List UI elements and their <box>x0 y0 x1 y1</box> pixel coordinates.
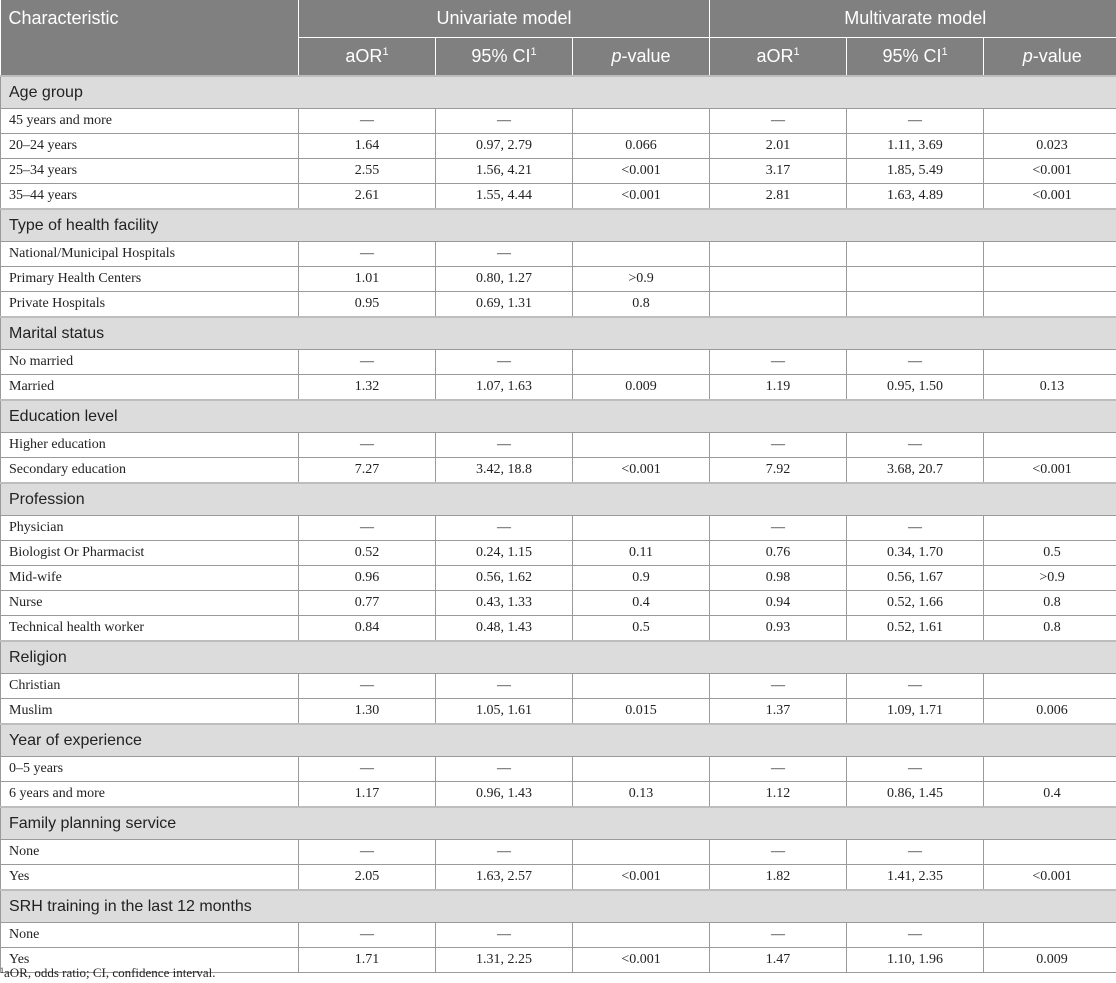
cell-m-aor <box>710 242 847 267</box>
cell-u-ci: 0.43, 1.33 <box>436 591 573 616</box>
cell-m-aor: — <box>710 840 847 865</box>
cell-m-p: 0.023 <box>984 134 1116 159</box>
cell-m-aor: 7.92 <box>710 458 847 484</box>
cell-m-aor: 1.47 <box>710 948 847 973</box>
u-pvalue-header <box>573 38 710 77</box>
cell-m-p <box>984 292 1116 318</box>
cell-m-p: 0.8 <box>984 591 1116 616</box>
group-row <box>1 807 1116 840</box>
value-label: -value <box>1032 46 1082 66</box>
cell-u-aor: 7.27 <box>299 458 436 484</box>
cell-u-aor: 2.55 <box>299 159 436 184</box>
cell-u-p: >0.9 <box>573 267 710 292</box>
cell-m-ci: 1.41, 2.35 <box>847 865 984 891</box>
cell-u-ci: 0.80, 1.27 <box>436 267 573 292</box>
cell-m-ci: 1.63, 4.89 <box>847 184 984 210</box>
row-label: Nurse <box>1 591 299 616</box>
row-label: None <box>1 840 299 865</box>
group-row <box>1 209 1116 242</box>
row-label: Physician <box>1 516 299 541</box>
cell-u-ci: 1.55, 4.44 <box>436 184 573 210</box>
footnote-mark: 1 <box>530 46 537 58</box>
cell-m-aor: 0.94 <box>710 591 847 616</box>
cell-u-aor: — <box>299 109 436 134</box>
cell-m-ci: 1.09, 1.71 <box>847 699 984 725</box>
cell-m-aor: — <box>710 433 847 458</box>
table-row <box>1 134 1116 159</box>
cell-u-p: 0.4 <box>573 591 710 616</box>
row-label: Mid-wife <box>1 566 299 591</box>
cell-u-ci: — <box>436 923 573 948</box>
row-label: 25–34 years <box>1 159 299 184</box>
table-row <box>1 267 1116 292</box>
footnote-mark: 1 <box>0 966 4 975</box>
group-row <box>1 76 1116 109</box>
table-row <box>1 865 1116 891</box>
cell-m-ci: 0.34, 1.70 <box>847 541 984 566</box>
table-footnote <box>0 965 216 981</box>
u-aor-header <box>299 38 436 77</box>
row-label: Biologist Or Pharmacist <box>1 541 299 566</box>
cell-u-p <box>573 516 710 541</box>
cell-m-ci: — <box>847 757 984 782</box>
cell-u-aor: 1.64 <box>299 134 436 159</box>
cell-m-aor: 2.81 <box>710 184 847 210</box>
cell-u-p <box>573 840 710 865</box>
cell-u-ci: — <box>436 350 573 375</box>
cell-m-p: <0.001 <box>984 865 1116 891</box>
cell-m-ci: — <box>847 350 984 375</box>
table-row <box>1 674 1116 699</box>
univariate-header: Univariate model <box>299 0 710 38</box>
group-row <box>1 724 1116 757</box>
cell-m-p <box>984 674 1116 699</box>
cell-m-ci <box>847 292 984 318</box>
group-row <box>1 317 1116 350</box>
row-label: Technical health worker <box>1 616 299 642</box>
table-body <box>1 76 1116 973</box>
cell-u-p: 0.13 <box>573 782 710 808</box>
cell-m-ci: — <box>847 516 984 541</box>
cell-u-ci: 0.97, 2.79 <box>436 134 573 159</box>
table-row <box>1 541 1116 566</box>
cell-m-aor: 1.82 <box>710 865 847 891</box>
cell-u-ci: 0.48, 1.43 <box>436 616 573 642</box>
cell-u-aor: — <box>299 923 436 948</box>
cell-m-p: <0.001 <box>984 184 1116 210</box>
cell-u-ci: — <box>436 109 573 134</box>
cell-u-p: 0.11 <box>573 541 710 566</box>
cell-m-ci: 0.86, 1.45 <box>847 782 984 808</box>
table-row <box>1 616 1116 642</box>
cell-m-aor: 0.93 <box>710 616 847 642</box>
cell-m-aor: — <box>710 516 847 541</box>
cell-u-aor: — <box>299 350 436 375</box>
cell-u-ci: 1.56, 4.21 <box>436 159 573 184</box>
cell-m-aor: — <box>710 923 847 948</box>
table-row <box>1 699 1116 725</box>
cell-u-ci: — <box>436 840 573 865</box>
cell-m-p: <0.001 <box>984 159 1116 184</box>
row-label: Primary Health Centers <box>1 267 299 292</box>
row-label: 0–5 years <box>1 757 299 782</box>
cell-u-aor: 2.05 <box>299 865 436 891</box>
footnote-text: aOR, odds ratio; CI, confidence interval. <box>4 965 216 980</box>
cell-m-p: 0.006 <box>984 699 1116 725</box>
cell-m-ci: — <box>847 674 984 699</box>
table-row <box>1 242 1116 267</box>
cell-m-ci: — <box>847 923 984 948</box>
table-row <box>1 923 1116 948</box>
cell-u-p <box>573 350 710 375</box>
table-row <box>1 757 1116 782</box>
cell-u-aor: 1.71 <box>299 948 436 973</box>
cell-u-aor: — <box>299 242 436 267</box>
cell-u-aor: 0.84 <box>299 616 436 642</box>
cell-m-aor: 0.98 <box>710 566 847 591</box>
cell-m-p <box>984 267 1116 292</box>
p-label: p <box>1022 46 1033 66</box>
row-label: No married <box>1 350 299 375</box>
cell-m-ci: 0.52, 1.61 <box>847 616 984 642</box>
cell-m-p <box>984 923 1116 948</box>
aor-label: aOR <box>345 46 383 66</box>
table-header <box>1 0 1116 76</box>
u-ci-header <box>436 38 573 77</box>
cell-u-ci: — <box>436 242 573 267</box>
cell-m-ci: — <box>847 109 984 134</box>
cell-u-aor: — <box>299 674 436 699</box>
cell-u-p: 0.066 <box>573 134 710 159</box>
cell-m-aor: 1.37 <box>710 699 847 725</box>
cell-m-p <box>984 433 1116 458</box>
cell-u-ci: — <box>436 516 573 541</box>
cell-m-aor: 1.12 <box>710 782 847 808</box>
cell-m-p <box>984 840 1116 865</box>
group-title: Education level <box>1 400 1116 433</box>
cell-u-ci: 0.56, 1.62 <box>436 566 573 591</box>
cell-u-aor: 1.32 <box>299 375 436 401</box>
cell-m-p: <0.001 <box>984 458 1116 484</box>
cell-m-aor: — <box>710 674 847 699</box>
cell-u-ci: 0.24, 1.15 <box>436 541 573 566</box>
ci-label: 95% CI <box>471 46 531 66</box>
row-label: Christian <box>1 674 299 699</box>
m-ci-header <box>847 38 984 77</box>
footnote-mark: 1 <box>941 46 948 58</box>
cell-u-aor: 1.30 <box>299 699 436 725</box>
cell-m-aor: 2.01 <box>710 134 847 159</box>
cell-m-aor: 1.19 <box>710 375 847 401</box>
cell-u-aor: 2.61 <box>299 184 436 210</box>
cell-u-p: 0.009 <box>573 375 710 401</box>
cell-u-ci: 3.42, 18.8 <box>436 458 573 484</box>
cell-m-ci: 0.95, 1.50 <box>847 375 984 401</box>
multivariate-header: Multivarate model <box>710 0 1116 38</box>
table-row <box>1 109 1116 134</box>
cell-m-p <box>984 757 1116 782</box>
cell-u-ci: 0.69, 1.31 <box>436 292 573 318</box>
cell-m-ci: — <box>847 433 984 458</box>
row-label: Private Hospitals <box>1 292 299 318</box>
cell-m-aor: 0.76 <box>710 541 847 566</box>
cell-m-aor: — <box>710 350 847 375</box>
table-row <box>1 433 1116 458</box>
cell-u-ci: 1.63, 2.57 <box>436 865 573 891</box>
characteristic-header: Characteristic <box>1 0 299 76</box>
m-aor-header <box>710 38 847 77</box>
table-row <box>1 350 1116 375</box>
cell-m-ci: 0.52, 1.66 <box>847 591 984 616</box>
row-label: Yes <box>1 948 299 973</box>
cell-m-p: 0.13 <box>984 375 1116 401</box>
table-row <box>1 591 1116 616</box>
p-label: p <box>611 46 622 66</box>
group-title: SRH training in the last 12 months <box>1 890 1116 923</box>
cell-u-aor: 1.01 <box>299 267 436 292</box>
cell-u-ci: — <box>436 433 573 458</box>
ci-label: 95% CI <box>882 46 942 66</box>
m-pvalue-header <box>984 38 1116 77</box>
cell-m-p: 0.8 <box>984 616 1116 642</box>
table-row <box>1 159 1116 184</box>
cell-u-ci: 1.05, 1.61 <box>436 699 573 725</box>
cell-m-ci: 1.85, 5.49 <box>847 159 984 184</box>
cell-u-aor: — <box>299 433 436 458</box>
cell-u-p: 0.9 <box>573 566 710 591</box>
cell-m-p <box>984 109 1116 134</box>
cell-m-aor: — <box>710 757 847 782</box>
cell-u-aor: — <box>299 757 436 782</box>
cell-m-ci: — <box>847 840 984 865</box>
row-label: Muslim <box>1 699 299 725</box>
cell-u-aor: 1.17 <box>299 782 436 808</box>
row-label: National/Municipal Hospitals <box>1 242 299 267</box>
group-title: Family planning service <box>1 807 1116 840</box>
cell-u-p <box>573 674 710 699</box>
cell-u-ci: 1.31, 2.25 <box>436 948 573 973</box>
table-row <box>1 566 1116 591</box>
cell-u-p <box>573 109 710 134</box>
cell-u-p: <0.001 <box>573 865 710 891</box>
row-label: 6 years and more <box>1 782 299 808</box>
row-label: 20–24 years <box>1 134 299 159</box>
cell-m-p: 0.5 <box>984 541 1116 566</box>
group-row <box>1 400 1116 433</box>
cell-u-aor: 0.77 <box>299 591 436 616</box>
table-row <box>1 840 1116 865</box>
cell-u-ci: 0.96, 1.43 <box>436 782 573 808</box>
cell-m-aor <box>710 267 847 292</box>
cell-m-p: 0.009 <box>984 948 1116 973</box>
row-label: 35–44 years <box>1 184 299 210</box>
aor-label: aOR <box>756 46 794 66</box>
cell-u-p: 0.015 <box>573 699 710 725</box>
cell-u-ci: — <box>436 674 573 699</box>
cell-m-aor: 3.17 <box>710 159 847 184</box>
footnote-mark: 1 <box>382 46 389 58</box>
cell-u-p: <0.001 <box>573 948 710 973</box>
cell-m-p: 0.4 <box>984 782 1116 808</box>
cell-m-p <box>984 516 1116 541</box>
cell-u-p: <0.001 <box>573 458 710 484</box>
table-row <box>1 458 1116 484</box>
group-title: Profession <box>1 483 1116 516</box>
cell-u-aor: 0.52 <box>299 541 436 566</box>
value-label: -value <box>621 46 671 66</box>
cell-u-ci: — <box>436 757 573 782</box>
table-row <box>1 375 1116 401</box>
cell-u-p <box>573 433 710 458</box>
cell-m-p <box>984 242 1116 267</box>
cell-m-ci: 1.11, 3.69 <box>847 134 984 159</box>
cell-u-p: <0.001 <box>573 184 710 210</box>
cell-u-aor: 0.96 <box>299 566 436 591</box>
cell-u-p: 0.8 <box>573 292 710 318</box>
cell-m-aor <box>710 292 847 318</box>
cell-m-ci: 3.68, 20.7 <box>847 458 984 484</box>
cell-u-p: 0.5 <box>573 616 710 642</box>
table-row <box>1 184 1116 210</box>
cell-u-aor: — <box>299 840 436 865</box>
table-row <box>1 292 1116 318</box>
group-title: Religion <box>1 641 1116 674</box>
cell-m-aor: — <box>710 109 847 134</box>
table-row <box>1 782 1116 808</box>
group-title: Year of experience <box>1 724 1116 757</box>
group-row <box>1 641 1116 674</box>
row-label: 45 years and more <box>1 109 299 134</box>
group-title: Age group <box>1 76 1116 109</box>
group-title: Marital status <box>1 317 1116 350</box>
row-label: Higher education <box>1 433 299 458</box>
cell-m-p <box>984 350 1116 375</box>
cell-u-ci: 1.07, 1.63 <box>436 375 573 401</box>
cell-u-p <box>573 242 710 267</box>
row-label: Yes <box>1 865 299 891</box>
cell-u-p: <0.001 <box>573 159 710 184</box>
cell-u-p <box>573 757 710 782</box>
cell-m-ci <box>847 267 984 292</box>
cell-u-aor: 0.95 <box>299 292 436 318</box>
cell-m-ci: 1.10, 1.96 <box>847 948 984 973</box>
cell-m-ci <box>847 242 984 267</box>
cell-m-ci: 0.56, 1.67 <box>847 566 984 591</box>
footnote-mark: 1 <box>793 46 800 58</box>
group-row <box>1 890 1116 923</box>
group-title: Type of health facility <box>1 209 1116 242</box>
cell-u-p <box>573 923 710 948</box>
row-label: None <box>1 923 299 948</box>
cell-u-aor: — <box>299 516 436 541</box>
row-label: Secondary education <box>1 458 299 484</box>
table-row <box>1 516 1116 541</box>
cell-m-p: >0.9 <box>984 566 1116 591</box>
row-label: Married <box>1 375 299 401</box>
group-row <box>1 483 1116 516</box>
